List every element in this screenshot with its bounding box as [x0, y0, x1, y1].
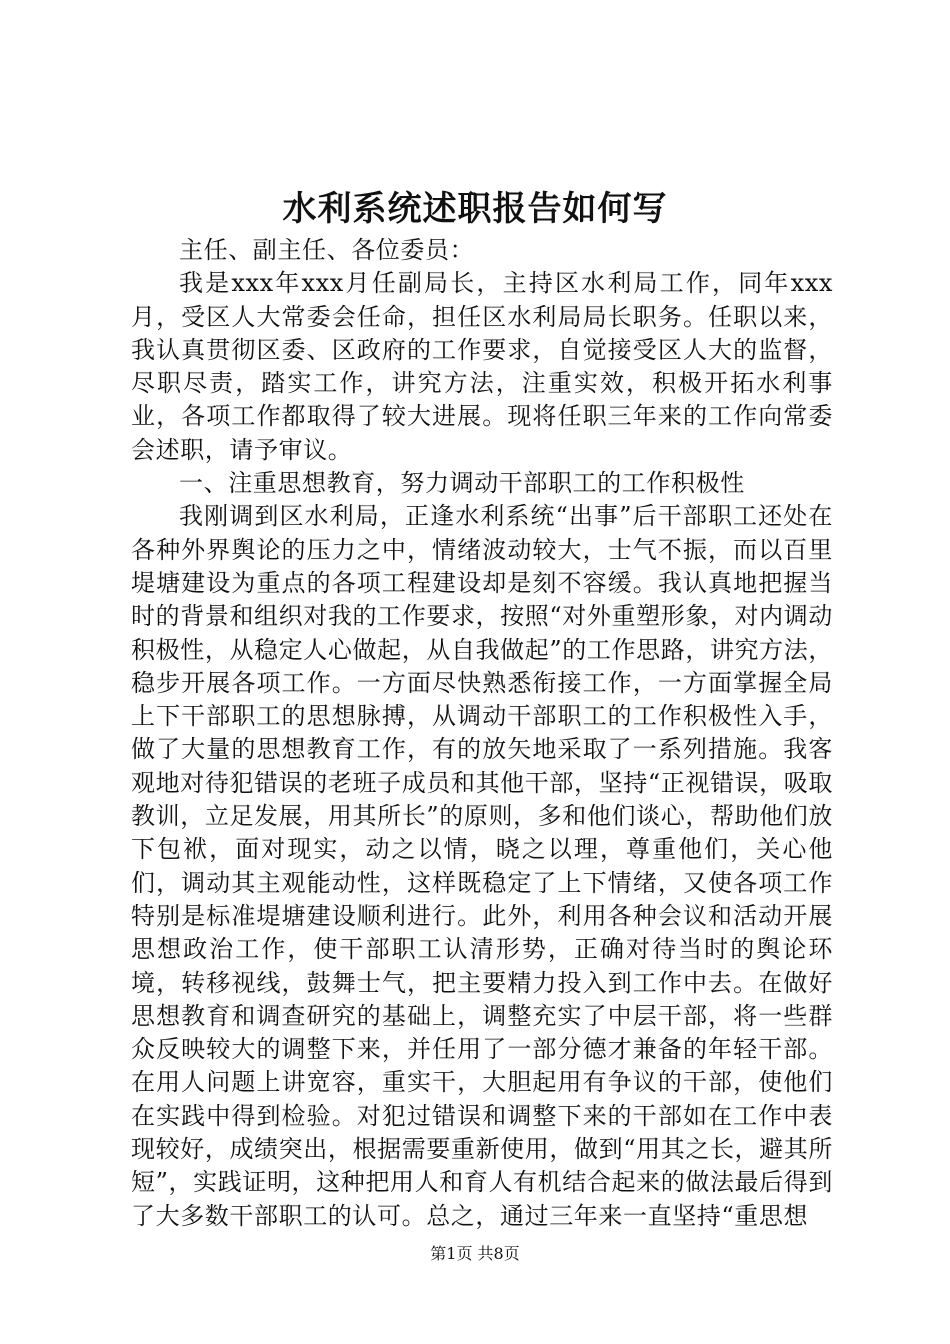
document-body: [131, 234, 833, 1233]
salutation-paragraph: 主任、副主任、各位委员：: [179, 236, 475, 264]
document-title: 水利系统述职报告如何写: [282, 189, 668, 229]
page-number-footer: 第1页 共8页: [430, 1244, 520, 1263]
section-heading-1: 一、注重思想教育，努力调动干部职工的工作积极性: [179, 469, 745, 498]
body-paragraph: 我刚调到区水利局，正逢水利系统“出事”后干部职工还处在各种外界舆论的压力之中，情绪波动较大，士气不振，而以百里堤塘建设为重点的各项工程建设却是刻不容缓。我认真地把握当时的背景和组织对我的工作要求，按照“对外重塑形象，对内调动积极性，从稳定人心做起，从自我做起”的工作思路，讲究方法，稳步开展各项工作。一方面尽快熟悉衔接工作，一方面掌握全局上下干部职工的思想脉搏，从调动干部职工的工作积极性入手，做了大量的思想教育工作，有的放矢地采取了一系列措施。我客观地对待犯错误的老班子成员和其他干部，坚持“正视错误，吸取教训，立足发展，用其所长”的原则，多和他们谈心，帮助他们放下包袱，面对现实，动之以情，晓之以理，尊重他们，关心他们，调动其主观能动性，这样既稳定了上下情绪，又使各项工作特别是标准堤塘建设顺利进行。此外，利用各种会议和活动开展思想政治工作，使干部职工认清形势，正确对待当时的舆论环境，转移视线，鼓舞士气，把主要精力投入到工作中去。在做好思想教育和调查研究的基础上，调整充实了中层干部，将一些群众反映较大的调整下来，并任用了一部分德才兼备的年轻干部。在用人问题上讲宽容，重实干，大胆起用有争议的干部，使他们在实践中得到检验。对犯过错误和调整下来的干部如在工作中表现较好，成绩突出，根据需要重新使用，做到“用其之长，避其所短”，实践证明，这种把用人和育人有机结合起来的做法最后得到了大多数干部职工的认可。总之，通过三年来一直坚持“重思想: [131, 502, 833, 1230]
intro-paragraph: 我是xxx年xxx月任副局长，主持区水利局工作，同年xxx月，受区人大常委会任命，担任区水利局局长职务。任职以来，我认真贯彻区委、区政府的工作要求，自觉接受区人大的监督，尽职尽责，踏实工作，讲究方法，注重实效，积极开拓水利事业，各项工作都取得了较大进展。现将任职三年来的工作向常委会述职，请予审议。: [131, 269, 833, 464]
